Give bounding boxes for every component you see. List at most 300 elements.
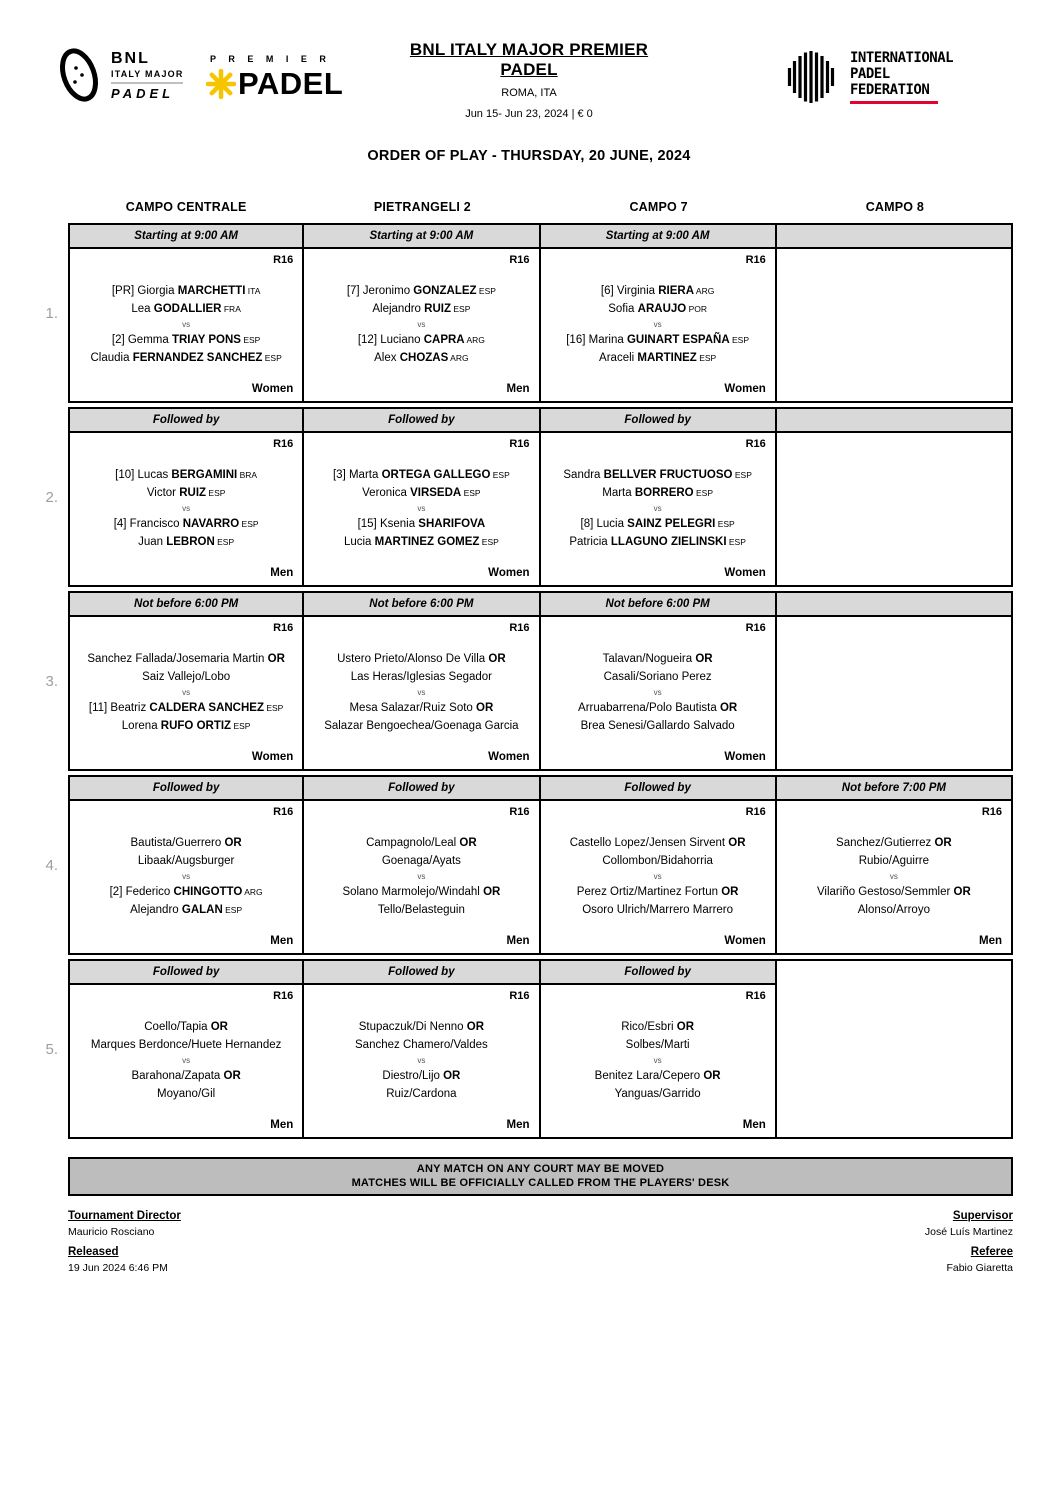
player-surname: CHOZAS (399, 352, 449, 364)
court-header-spacer (38, 200, 68, 214)
time-bar (541, 961, 775, 985)
player-text: Las Heras/Iglesias Segador (350, 671, 493, 683)
match-time: Followed by (388, 966, 455, 978)
time-bar (777, 777, 1011, 801)
player-text: Veronica (362, 487, 411, 499)
empty-cell (775, 407, 1013, 587)
player-text: Perez Ortiz/Martinez Fortun (576, 886, 722, 898)
player-text: [10] Lucas (115, 469, 172, 481)
player-text: Collombon/Bidahorria (602, 855, 713, 867)
player-text: Claudia (90, 352, 133, 364)
player-surname: SAINZ PELEGRI (627, 518, 716, 530)
player-surname: OR (267, 653, 285, 665)
player-surname: LEBRON (166, 536, 215, 548)
country-code: ESP (214, 537, 235, 547)
match-cell (68, 223, 304, 403)
schedule (0, 200, 1058, 1282)
round-label: R16 (509, 990, 530, 1002)
fip-logo-line1: INTERNATIONAL (850, 50, 954, 66)
time-bar (541, 225, 775, 249)
player-line (308, 834, 534, 852)
match-time: Starting at 9:00 AM (605, 230, 710, 242)
player-text: [6] Virginia (600, 285, 659, 297)
player-text: [7] Jeronimo (346, 285, 414, 297)
player-line (308, 650, 534, 668)
player-line (74, 515, 298, 533)
country-code: ESP (490, 470, 510, 480)
country-code: ESP (451, 304, 471, 314)
player-line (308, 533, 534, 551)
vs-label: vs (182, 688, 191, 697)
gender-label: Women (724, 383, 766, 395)
country-code: ESP (262, 353, 282, 363)
country-code: ARG (242, 887, 263, 897)
row-number: 5. (45, 1040, 58, 1058)
player-surname: CHINGOTTO (173, 886, 243, 898)
gender-label: Men (506, 935, 530, 947)
player-text: Diestro/Lijo (382, 1070, 444, 1082)
player-line (74, 699, 298, 717)
player-surname: OR (676, 1021, 695, 1033)
player-surname: ARAUJO (637, 303, 687, 315)
player-surname: OR (466, 1021, 485, 1033)
player-text: Moyano/Gil (157, 1088, 216, 1100)
fip-logo-text (850, 50, 953, 104)
country-code: ESP (461, 488, 481, 498)
player-line (545, 1036, 771, 1054)
player-surname: NAVARRO (182, 518, 240, 530)
player-text: [2] Federico (109, 886, 174, 898)
player-text: Libaak/Augsburger (137, 855, 235, 867)
match-body (541, 433, 775, 585)
time-bar (70, 777, 302, 801)
court-header: CAMPO 8 (865, 200, 925, 214)
empty-cell (775, 959, 1013, 1139)
row-number: 4. (45, 856, 58, 874)
country-code: ESP (476, 286, 496, 296)
player-text: Casali/Soriano Perez (603, 671, 712, 683)
round-label: R16 (745, 806, 766, 818)
player-text: Rico/Esbri (621, 1021, 677, 1033)
player-surname: OR (476, 702, 494, 714)
player-surname: OR (483, 886, 501, 898)
match-cell (302, 591, 540, 771)
supervisor-label: Supervisor (952, 1210, 1013, 1222)
player-line (74, 883, 298, 901)
player-text: Lucia (343, 536, 375, 548)
round-label: R16 (273, 990, 294, 1002)
match-body (541, 249, 775, 401)
player-line (545, 650, 771, 668)
player-text: [4] Francisco (113, 518, 183, 530)
player-line (308, 901, 534, 919)
notice-line1: ANY MATCH ON ANY COURT MAY BE MOVED (416, 1163, 665, 1175)
match-cell (302, 407, 540, 587)
schedule-row (38, 775, 1013, 955)
player-line (781, 834, 1007, 852)
teams (304, 634, 538, 751)
round-label: R16 (509, 806, 530, 818)
player-surname: MARCHETTI (177, 285, 246, 297)
time-bar (304, 409, 538, 433)
gender-label: Men (742, 1119, 766, 1131)
round-label: R16 (273, 806, 294, 818)
player-line (74, 1018, 298, 1036)
player-surname: OR (721, 886, 739, 898)
player-line (308, 1018, 534, 1036)
match-time: Not before 6:00 PM (134, 598, 239, 610)
player-line (545, 282, 771, 300)
player-surname: OR (210, 1021, 228, 1033)
player-line (74, 282, 298, 300)
player-surname: OR (223, 1070, 241, 1082)
player-text: Ustero Prieto/Alonso De Villa (337, 653, 489, 665)
bnl-logo-line2: ITALY MAJOR (111, 68, 184, 79)
gender-label: Men (270, 1119, 294, 1131)
player-line (781, 852, 1007, 870)
country-code: ESP (240, 335, 261, 345)
teams (541, 818, 775, 935)
player-surname: VIRSEDA (410, 487, 462, 499)
round-label: R16 (509, 438, 530, 450)
player-text: [16] Marina (566, 334, 627, 346)
gender-label: Men (270, 567, 294, 579)
player-surname: GUINART ESPAÑA (626, 334, 730, 346)
match-cell (302, 959, 540, 1139)
country-code: ESP (696, 353, 717, 363)
player-line (545, 852, 771, 870)
vs-label: vs (417, 688, 426, 697)
gender-label: Women (724, 751, 766, 763)
round-label: R16 (273, 254, 294, 266)
player-line (308, 668, 534, 686)
player-line (74, 1085, 298, 1103)
officials-right (925, 1210, 1013, 1282)
empty-cell (775, 223, 1013, 403)
tournament-director-name: Mauricio Rosciano (68, 1226, 155, 1238)
player-line (545, 699, 771, 717)
teams (777, 818, 1011, 935)
player-text: Sanchez/Gutierrez (836, 837, 935, 849)
player-surname: LLAGUNO ZIELINSKI (610, 536, 727, 548)
player-text: Alejandro (130, 904, 182, 916)
officials-left (68, 1210, 181, 1282)
player-line (74, 533, 298, 551)
referee-label: Referee (970, 1246, 1013, 1258)
player-surname: GALAN (181, 904, 223, 916)
match-body (304, 985, 538, 1137)
player-text: Arruabarrena/Polo Bautista (578, 702, 720, 714)
time-bar (304, 225, 538, 249)
premier-wordmark: P R E M I E R (210, 54, 331, 64)
teams (304, 266, 538, 383)
player-line (545, 717, 771, 735)
player-line (308, 1067, 534, 1085)
bnl-logo-line3: PADEL (111, 85, 175, 101)
player-surname: MARTINEZ GOMEZ (374, 536, 480, 548)
player-surname: MARTINEZ (637, 352, 697, 364)
player-line (545, 1018, 771, 1036)
released-label: Released (68, 1246, 119, 1258)
teams (541, 634, 775, 751)
vs-label: vs (653, 688, 662, 697)
gender-label: Men (270, 935, 294, 947)
player-surname: BERGAMINI (171, 469, 238, 481)
gender-label: Women (251, 383, 294, 395)
gender-label: Women (488, 751, 530, 763)
match-time: Starting at 9:00 AM (369, 230, 474, 242)
match-time: Starting at 9:00 AM (134, 230, 238, 242)
player-surname: RUIZ (424, 303, 451, 315)
country-code: ESP (732, 470, 752, 480)
player-line (545, 1067, 771, 1085)
player-text: Vilariño Gestoso/Semmler (816, 886, 954, 898)
player-text: Ruiz/Cardona (386, 1088, 457, 1100)
round-label: R16 (981, 806, 1002, 818)
player-text: Bautista/Guerrero (130, 837, 225, 849)
match-body (70, 617, 302, 769)
player-text: [3] Marta (332, 469, 382, 481)
schedule-row (38, 959, 1013, 1139)
match-cell (68, 407, 304, 587)
teams (304, 818, 538, 935)
player-text: Alonso/Arroyo (857, 904, 930, 916)
country-code: ESP (231, 721, 251, 731)
country-code: ESP (206, 488, 226, 498)
match-body (304, 801, 538, 953)
player-line (74, 668, 298, 686)
player-line (545, 834, 771, 852)
player-text: Solano Marmolejo/Windahl (342, 886, 484, 898)
player-line (74, 834, 298, 852)
country-code: ARG (464, 335, 485, 345)
player-line (74, 300, 298, 318)
round-label: R16 (745, 438, 766, 450)
match-cell (68, 775, 304, 955)
match-body (70, 433, 302, 585)
country-code: ESP (729, 335, 749, 345)
player-text: Alejandro (372, 303, 425, 315)
player-text: Araceli (599, 352, 638, 364)
player-text: [15] Ksenia (357, 518, 419, 530)
player-line (74, 484, 298, 502)
player-line (308, 717, 534, 735)
row-grid (68, 959, 1013, 1139)
officials (68, 1210, 1013, 1282)
player-line (545, 349, 771, 367)
empty-cell (775, 591, 1013, 771)
player-text: Victor (146, 487, 180, 499)
player-line (308, 699, 534, 717)
player-surname: BELLVER FRUCTUOSO (603, 469, 733, 481)
player-line (545, 515, 771, 533)
gender-label: Women (488, 567, 530, 579)
time-bar (541, 593, 775, 617)
gender-label: Men (979, 935, 1002, 947)
player-text: Tello/Belasteguin (377, 904, 465, 916)
bnl-logo-line1: BNL (111, 49, 150, 67)
match-cell (539, 223, 777, 403)
schedule-row (38, 223, 1013, 403)
round-label: R16 (273, 438, 294, 450)
teams (304, 450, 538, 567)
empty-body (777, 617, 1011, 769)
player-line (545, 901, 771, 919)
player-line (308, 331, 534, 349)
gender-label: Women (251, 751, 294, 763)
teams (70, 1002, 302, 1119)
match-time: Followed by (624, 782, 691, 794)
player-line (308, 300, 534, 318)
time-bar (304, 593, 538, 617)
player-text: Alex (374, 352, 400, 364)
player-text: Rubio/Aguirre (858, 855, 930, 867)
country-code: ESP (693, 488, 713, 498)
player-surname: RUFO ORTIZ (160, 720, 232, 732)
match-cell (539, 775, 777, 955)
country-code: ESP (479, 537, 499, 547)
notice-line2: MATCHES WILL BE OFFICIALLY CALLED FROM THE PLAYERS' DESK (351, 1177, 730, 1189)
player-line (308, 883, 534, 901)
round-label: R16 (745, 622, 766, 634)
player-text: Coello/Tapia (144, 1021, 211, 1033)
order-of-play-title: ORDER OF PLAY - THURSDAY, 20 JUNE, 2024 (367, 148, 691, 164)
time-bar (777, 593, 1011, 617)
round-label: R16 (509, 622, 530, 634)
court-header-row (38, 200, 1013, 214)
country-code: FRA (221, 304, 241, 314)
player-line (308, 282, 534, 300)
player-surname: OR (443, 1070, 461, 1082)
player-surname: OR (459, 837, 477, 849)
player-text: Patricia (569, 536, 611, 548)
match-time: Followed by (388, 782, 455, 794)
player-surname: SHARIFOVA (418, 518, 486, 530)
player-line (545, 484, 771, 502)
row-number: 2. (45, 488, 58, 506)
player-text: Yanguas/Garrido (614, 1088, 701, 1100)
match-body (304, 249, 538, 401)
referee-name: Fabio Giaretta (946, 1262, 1013, 1274)
time-bar (70, 593, 302, 617)
tournament-director-label: Tournament Director (68, 1210, 181, 1222)
round-label: R16 (745, 254, 766, 266)
match-time: Followed by (152, 414, 220, 426)
event-location: ROMA, ITA (501, 87, 557, 99)
time-bar (70, 409, 302, 433)
player-line (545, 331, 771, 349)
time-bar (304, 961, 538, 985)
gender-label: Men (506, 383, 530, 395)
time-bar (70, 961, 302, 985)
country-code: BRA (237, 470, 258, 480)
player-line (308, 852, 534, 870)
vs-label: vs (182, 320, 191, 329)
player-line (781, 901, 1007, 919)
match-body (70, 985, 302, 1137)
player-surname: TRIAY PONS (171, 334, 241, 346)
player-line (74, 349, 298, 367)
teams (70, 634, 302, 751)
round-label: R16 (745, 990, 766, 1002)
vs-label: vs (182, 1056, 191, 1065)
gender-label: Men (506, 1119, 530, 1131)
player-text: Benitez Lara/Cepero (594, 1070, 704, 1082)
match-time: Not before 6:00 PM (605, 598, 710, 610)
match-cell (539, 591, 777, 771)
match-time: Followed by (152, 782, 220, 794)
event-dates: Jun 15- Jun 23, 2024 | € 0 (465, 108, 593, 120)
teams (70, 266, 302, 383)
fip-red-accent (850, 101, 938, 104)
court-header: PIETRANGELI 2 (373, 200, 471, 214)
player-surname: OR (224, 837, 242, 849)
country-code: ARG (694, 286, 715, 296)
player-line (308, 1036, 534, 1054)
time-bar (304, 777, 538, 801)
player-text: Sandra (563, 469, 604, 481)
player-text: [11] Beatriz (88, 702, 150, 714)
gender-label: Women (724, 567, 766, 579)
match-body (304, 433, 538, 585)
player-surname: OR (488, 653, 506, 665)
match-body (70, 249, 302, 401)
player-surname: OR (728, 837, 746, 849)
player-line (781, 883, 1007, 901)
teams (541, 450, 775, 567)
player-text: Talavan/Nogueira (602, 653, 696, 665)
match-body (541, 617, 775, 769)
match-body (541, 801, 775, 953)
player-text: Castello Lopez/Jensen Sirvent (569, 837, 729, 849)
teams (304, 1002, 538, 1119)
player-line (308, 515, 534, 533)
vs-label: vs (653, 872, 662, 881)
player-text: Lea (131, 303, 154, 315)
player-surname: OR (695, 653, 713, 665)
player-text: Juan (138, 536, 167, 548)
row-number: 3. (45, 672, 58, 690)
match-cell (302, 223, 540, 403)
court-headers (68, 200, 1013, 214)
player-line (545, 466, 771, 484)
fip-logo (782, 48, 953, 106)
player-line (74, 1067, 298, 1085)
row-grid (68, 775, 1013, 955)
player-surname: CAPRA (423, 334, 465, 346)
match-cell (68, 959, 304, 1139)
player-line (74, 650, 298, 668)
player-text: Marta (602, 487, 635, 499)
country-code: ESP (715, 519, 735, 529)
country-code: ESP (726, 537, 746, 547)
time-bar (777, 409, 1011, 433)
header (0, 0, 1058, 200)
player-surname: CALDERA SANCHEZ (149, 702, 264, 714)
player-surname: OR (953, 886, 971, 898)
match-time: Not before 7:00 PM (841, 782, 946, 794)
player-surname: FERNANDEZ SANCHEZ (132, 352, 263, 364)
player-text: Goenaga/Ayats (381, 855, 461, 867)
player-line (74, 331, 298, 349)
player-line (545, 668, 771, 686)
round-label: R16 (273, 622, 294, 634)
player-surname: OR (703, 1070, 721, 1082)
premier-padel-wordmark: PADEL (238, 66, 344, 101)
match-cell (775, 775, 1013, 955)
match-cell (539, 407, 777, 587)
player-text: Campagnolo/Leal (366, 837, 460, 849)
